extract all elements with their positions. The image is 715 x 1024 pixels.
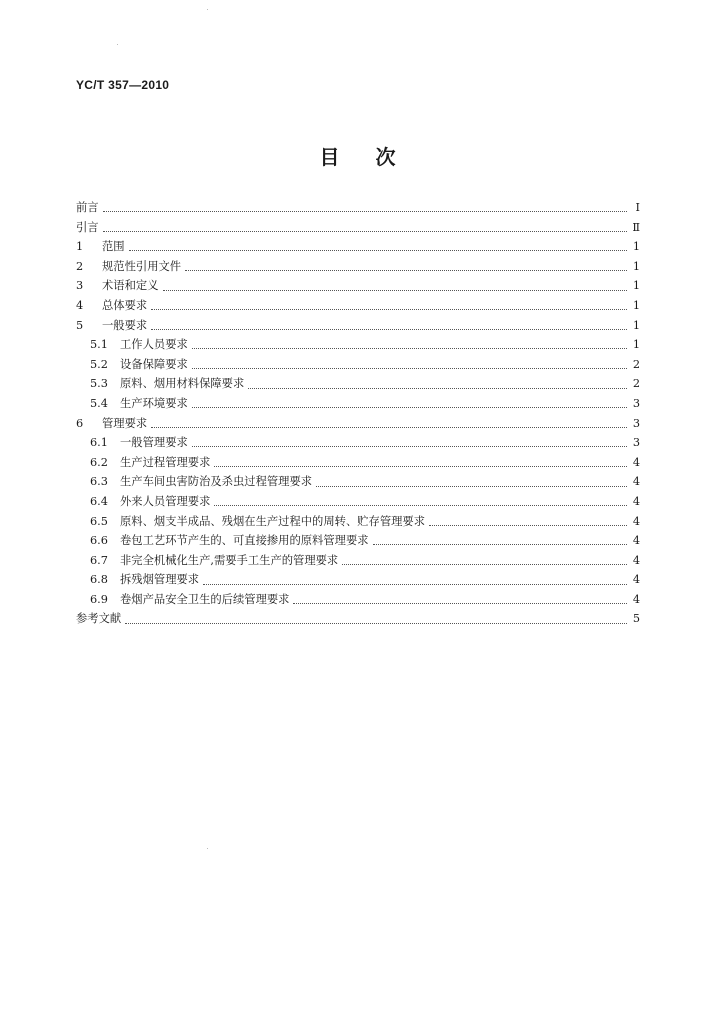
toc-leader-dots [214, 466, 627, 467]
toc-entry-page: 1 [632, 298, 640, 312]
toc-entry[interactable] [76, 219, 640, 239]
page-title [0, 141, 715, 170]
toc-entry-number: 5.1 [90, 338, 108, 352]
toc-entry[interactable] [76, 277, 640, 297]
toc-entry-label: 参考文献 [76, 612, 122, 626]
toc-entry-number: 2 [76, 259, 84, 273]
toc-leader-dots [293, 603, 627, 604]
toc-entry[interactable] [76, 454, 640, 474]
toc-entry-label: 原料、烟支半成品、残烟在生产过程中的周转、贮存管理要求 [120, 514, 426, 528]
toc-entry[interactable] [76, 238, 640, 258]
toc-entry-number: 5.3 [90, 377, 108, 391]
toc-entry[interactable] [76, 415, 640, 435]
table-of-contents [76, 199, 640, 630]
toc-entry-page: 4 [632, 455, 640, 469]
toc-entry-label: 管理要求 [102, 416, 148, 430]
toc-entry-label: 范围 [102, 240, 125, 254]
toc-leader-dots [316, 486, 627, 487]
toc-entry-number: 3 [76, 279, 84, 293]
toc-leader-dots [429, 525, 627, 526]
toc-leader-dots [103, 211, 627, 212]
toc-entry-label: 规范性引用文件 [102, 259, 182, 273]
toc-leader-dots [342, 564, 627, 565]
toc-entry[interactable] [76, 532, 640, 552]
toc-leader-dots [185, 270, 627, 271]
toc-entry[interactable] [76, 395, 640, 415]
toc-leader-dots [373, 544, 627, 545]
toc-entry-page: 4 [632, 592, 640, 606]
toc-entry[interactable] [76, 317, 640, 337]
toc-entry-number: 6.3 [90, 475, 108, 489]
toc-entry-page: 4 [632, 553, 640, 567]
toc-entry-page: Ⅱ [632, 220, 640, 234]
toc-leader-dots [192, 368, 627, 369]
toc-entry-label: 外来人员管理要求 [120, 494, 211, 508]
toc-entry-number: 5.2 [90, 357, 108, 371]
toc-entry[interactable] [76, 356, 640, 376]
toc-entry-page: 3 [632, 416, 640, 430]
toc-entry-page: 1 [632, 338, 640, 352]
toc-entry-label: 工作人员要求 [120, 338, 188, 352]
toc-entry-page: 4 [632, 573, 640, 587]
toc-entry-label: 引言 [76, 220, 99, 234]
toc-entry-number: 1 [76, 240, 84, 254]
scan-speck [117, 44, 118, 45]
toc-entry[interactable] [76, 297, 640, 317]
toc-entry[interactable] [76, 571, 640, 591]
toc-entry-page: 4 [632, 494, 640, 508]
toc-entry-label: 总体要求 [102, 298, 148, 312]
toc-entry-label: 卷烟产品安全卫生的后续管理要求 [120, 592, 290, 606]
toc-entry-number: 6.8 [90, 573, 108, 587]
toc-entry[interactable] [76, 199, 640, 219]
toc-entry-label: 生产车间虫害防治及杀虫过程管理要求 [120, 475, 313, 489]
toc-entry-label: 生产过程管理要求 [120, 455, 211, 469]
toc-entry-page: 5 [632, 612, 640, 626]
toc-leader-dots [248, 388, 627, 389]
toc-entry-page: 1 [632, 318, 640, 332]
toc-entry-page: 1 [632, 240, 640, 254]
toc-entry-page: 3 [632, 436, 640, 450]
toc-entry-number: 4 [76, 298, 84, 312]
toc-entry-page: 2 [632, 377, 640, 391]
toc-entry-label: 一般要求 [102, 318, 148, 332]
toc-entry-number: 6.9 [90, 592, 108, 606]
title-char-1: 目 [319, 145, 340, 169]
toc-entry[interactable] [76, 552, 640, 572]
toc-entry-number: 6.6 [90, 534, 108, 548]
toc-entry-label: 原料、烟用材料保障要求 [120, 377, 245, 391]
toc-entry[interactable] [76, 375, 640, 395]
toc-entry-label: 一般管理要求 [120, 436, 188, 450]
toc-entry-label: 生产环境要求 [120, 396, 188, 410]
toc-entry-number: 5 [76, 318, 84, 332]
toc-leader-dots [192, 407, 627, 408]
toc-entry-label: 前言 [76, 201, 99, 214]
toc-entry[interactable] [76, 258, 640, 278]
toc-entry-number: 6.1 [90, 436, 108, 450]
toc-entry-number: 6.7 [90, 553, 108, 567]
toc-leader-dots [125, 623, 627, 624]
toc-entry-number: 6 [76, 416, 84, 430]
scan-speck [207, 9, 208, 10]
toc-entry-page: 4 [632, 514, 640, 528]
toc-entry-number: 6.5 [90, 514, 108, 528]
toc-leader-dots [163, 290, 628, 291]
toc-entry-page: 4 [632, 475, 640, 489]
toc-entry[interactable] [76, 336, 640, 356]
toc-entry-page: 3 [632, 396, 640, 410]
toc-leader-dots [214, 505, 627, 506]
toc-entry-page: I [635, 201, 640, 214]
toc-entry-page: 4 [632, 534, 640, 548]
scan-speck [207, 848, 208, 849]
toc-leader-dots [192, 446, 627, 447]
toc-entry[interactable] [76, 473, 640, 493]
toc-leader-dots [129, 250, 627, 251]
toc-entry-page: 1 [632, 279, 640, 293]
toc-leader-dots [192, 348, 627, 349]
toc-entry[interactable] [76, 610, 640, 630]
toc-entry-label: 卷包工艺环节产生的、可直接掺用的原料管理要求 [120, 534, 369, 548]
toc-entry[interactable] [76, 434, 640, 454]
toc-entry-number: 5.4 [90, 396, 108, 410]
toc-entry-page: 1 [632, 259, 640, 273]
title-char-2: 次 [375, 145, 396, 169]
document-id: YC/T 357—2010 [76, 78, 170, 92]
toc-leader-dots [151, 329, 627, 330]
toc-entry-label: 非完全机械化生产,需要手工生产的管理要求 [120, 553, 339, 567]
toc-leader-dots [103, 231, 627, 232]
toc-entry-label: 设备保障要求 [120, 357, 188, 371]
toc-leader-dots [151, 309, 627, 310]
toc-entry-label: 拆残烟管理要求 [120, 573, 200, 587]
toc-entry[interactable] [76, 591, 640, 611]
toc-entry[interactable] [76, 493, 640, 513]
toc-leader-dots [203, 584, 627, 585]
toc-entry-number: 6.2 [90, 455, 108, 469]
toc-entry-page: 2 [632, 357, 640, 371]
toc-entry-number: 6.4 [90, 494, 108, 508]
toc-entry[interactable] [76, 513, 640, 533]
toc-leader-dots [151, 427, 627, 428]
toc-entry-label: 术语和定义 [102, 279, 159, 293]
